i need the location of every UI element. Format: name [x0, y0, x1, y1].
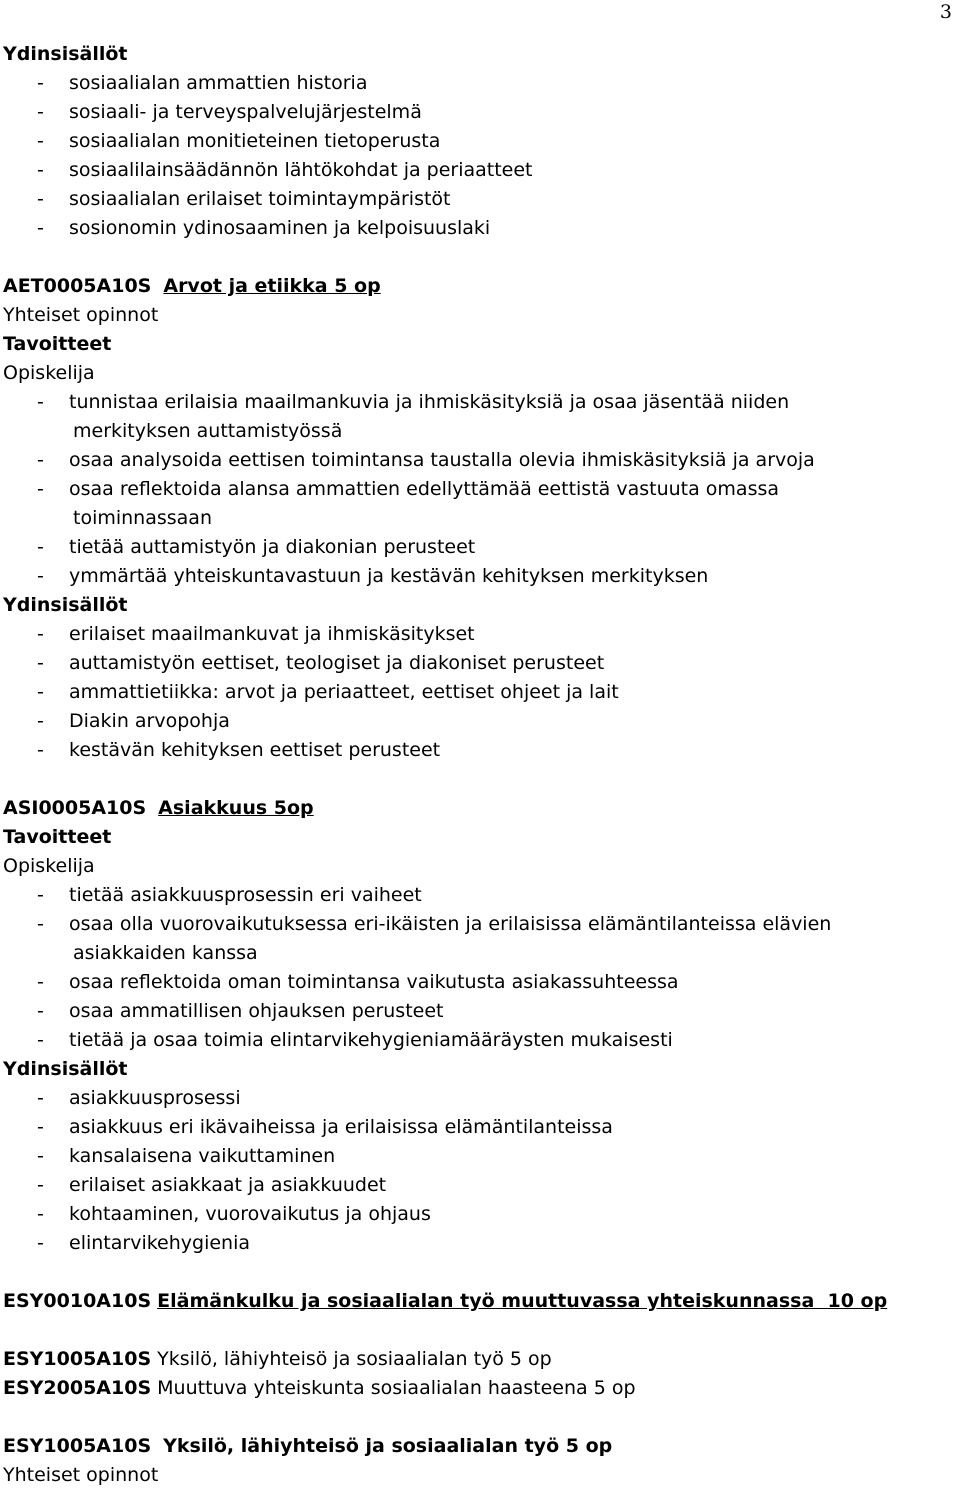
list-item: - sosiaalialan ammattien historia: [37, 72, 368, 94]
list-item: - sosiaali- ja terveyspalvelujärjestelmä: [37, 101, 422, 123]
goal-item: - tietää asiakkuusprosessin eri vaiheet: [37, 884, 422, 906]
goal-item: - osaa analysoida eettisen toimintansa taustalla olevia ihmiskäsityksiä ja arvoja: [37, 449, 815, 471]
sub-course: [3, 1374, 953, 1403]
course-title: Elämänkulku ja sosiaalialan työ muuttuvassa yhteiskunnassa 10 op: [157, 1290, 888, 1312]
goal-item: - tunnistaa erilaisia maailmankuvia ja ihmiskäsityksiä ja osaa jäsentää niiden: [37, 391, 790, 413]
section-heading: Ydinsisällöt: [3, 43, 128, 65]
goal-item: - tietää auttamistyön ja diakonian perusteet: [37, 536, 476, 558]
page-number: 3: [939, 1, 952, 23]
content-item: - erilaiset asiakkaat ja asiakkuudet: [37, 1174, 387, 1196]
goal-item: - tietää ja osaa toimia elintarvikehygieniamääräysten mukaisesti: [37, 1029, 673, 1051]
goal-item-continuation: toiminnassaan: [73, 507, 212, 529]
course-title: Arvot ja etiikka 5 op: [163, 275, 381, 297]
content-heading: Ydinsisällöt: [3, 594, 128, 616]
goal-item-continuation: merkityksen auttamistyössä: [73, 420, 343, 442]
content-heading: Ydinsisällöt: [3, 1058, 128, 1080]
course-heading-aet: [3, 272, 953, 301]
list-item: - sosionomin ydinosaaminen ja kelpoisuuslaki: [37, 217, 491, 239]
goal-item: - osaa reflektoida oman toimintansa vaikutusta asiakassuhteessa: [37, 971, 679, 993]
goals-heading: Tavoitteet: [3, 826, 112, 848]
content-item: - kohtaaminen, vuorovaikutus ja ohjaus: [37, 1203, 431, 1225]
content-item: - asiakkuus eri ikävaiheissa ja erilaisissa elämäntilanteissa: [37, 1116, 613, 1138]
list-item: - sosiaalilainsäädännön lähtökohdat ja periaatteet: [37, 159, 533, 181]
course-code: ESY1005A10S: [3, 1435, 152, 1457]
course-code: ESY2005A10S: [3, 1377, 152, 1399]
goals-heading: Tavoitteet: [3, 333, 112, 355]
course-heading-asi: [3, 794, 953, 823]
content-item: - ammattietiikka: arvot ja periaatteet, eettiset ohjeet ja lait: [37, 681, 619, 703]
list-item: - sosiaalialan erilaiset toimintaympäristöt: [37, 188, 451, 210]
content-item: - kansalaisena vaikuttaminen: [37, 1145, 336, 1167]
course-title: Yksilö, lähiyhteisö ja sosiaalialan työ 5 op: [157, 1348, 552, 1370]
goal-item: - ymmärtää yhteiskuntavastuun ja kestävän kehityksen merkityksen: [37, 565, 709, 587]
course-title: Yksilö, lähiyhteisö ja sosiaalialan työ 5 op: [163, 1435, 613, 1457]
content-item: - erilaiset maailmankuvat ja ihmiskäsitykset: [37, 623, 475, 645]
course-title: Asiakkuus 5op: [158, 797, 314, 819]
content-item: - elintarvikehygienia: [37, 1232, 251, 1254]
course-type: Yhteiset opinnot: [3, 304, 159, 326]
course-type: Yhteiset opinnot: [3, 1464, 159, 1486]
course-code: ESY0010A10S: [3, 1290, 152, 1312]
sub-course: [3, 1345, 953, 1374]
student-label: Opiskelija: [3, 362, 95, 384]
goal-item: - osaa olla vuorovaikutuksessa eri-ikäisten ja erilaisissa elämäntilanteissa elävien: [37, 913, 832, 935]
course-code: AET0005A10S: [3, 275, 152, 297]
course-heading-esy1005: [3, 1432, 953, 1461]
document-body: [3, 40, 953, 1490]
content-item: - Diakin arvopohja: [37, 710, 230, 732]
content-item: - kestävän kehityksen eettiset perusteet: [37, 739, 441, 761]
content-item: - auttamistyön eettiset, teologiset ja diakoniset perusteet: [37, 652, 605, 674]
goal-item-continuation: asiakkaiden kanssa: [73, 942, 258, 964]
course-heading-esy0010: [3, 1287, 953, 1316]
student-label: Opiskelija: [3, 855, 95, 877]
course-title: Muuttuva yhteiskunta sosiaalialan haasteena 5 op: [157, 1377, 636, 1399]
goal-item: - osaa reflektoida alansa ammattien edellyttämää eettistä vastuuta omassa: [37, 478, 780, 500]
content-item: - asiakkuusprosessi: [37, 1087, 241, 1109]
list-item: - sosiaalialan monitieteinen tietoperusta: [37, 130, 441, 152]
course-code: ESY1005A10S: [3, 1348, 152, 1370]
goal-item: - osaa ammatillisen ohjauksen perusteet: [37, 1000, 444, 1022]
course-code: ASI0005A10S: [3, 797, 147, 819]
